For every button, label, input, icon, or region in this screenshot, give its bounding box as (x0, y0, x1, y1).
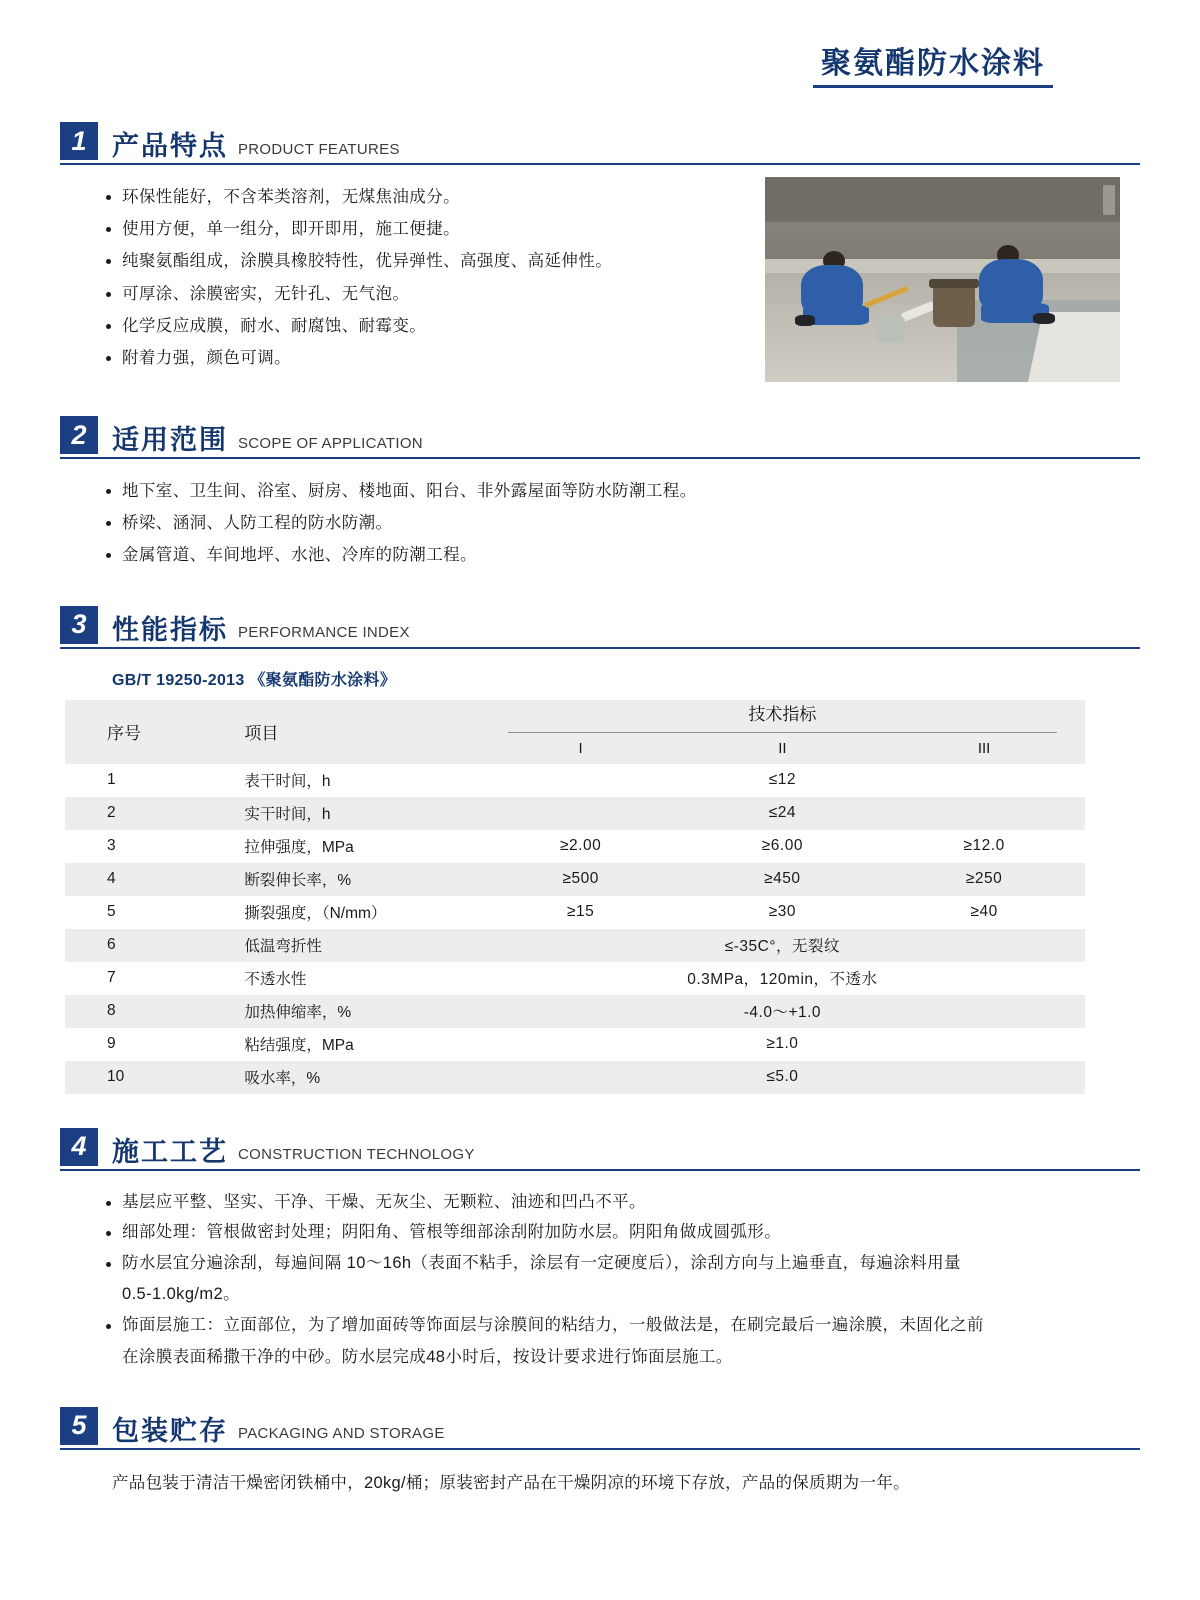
cell-item: 表干时间，h (224, 764, 479, 797)
list-item: 附着力强，颜色可调。 (106, 342, 765, 374)
table-row (65, 863, 1085, 896)
photo-upper-wall (765, 177, 1120, 222)
cell-value-grade-1: ≥2.00 (480, 830, 682, 863)
list-item-line-2: 在涂膜表面稀撒干净的中砂。防水层完成48小时后，按设计要求进行饰面层施工。 (122, 1347, 733, 1366)
water-container (877, 317, 905, 343)
cell-item: 拉伸强度，MPa (224, 830, 479, 863)
worker-shoe (795, 315, 815, 326)
list-item: 环保性能好，不含苯类溶剂，无煤焦油成分。 (106, 181, 765, 213)
col-header-item: 项目 (224, 700, 479, 764)
cell-no: 4 (65, 863, 224, 896)
col-header-no: 序号 (65, 700, 224, 764)
col-header-tech (480, 700, 1085, 734)
list-item: 地下室、卫生间、浴室、厨房、楼地面、阳台、非外露屋面等防水防潮工程。 (106, 475, 1140, 507)
cell-value-grade-3: ≥40 (883, 896, 1085, 929)
section-header-performance (60, 606, 1140, 649)
section-title-en: SCOPE OF APPLICATION (238, 434, 423, 452)
col-header-grade-3: III (883, 734, 1085, 764)
photo-pipe (1103, 185, 1115, 215)
cell-item: 不透水性 (224, 962, 479, 995)
table-row (65, 1061, 1085, 1094)
list-item-line-2: 0.5-1.0kg/m2。 (122, 1284, 241, 1303)
list-item (106, 1310, 1140, 1373)
section-header-packaging (60, 1407, 1140, 1450)
cell-no: 1 (65, 764, 224, 797)
worker-shoe (1033, 313, 1055, 324)
cell-no: 5 (65, 896, 224, 929)
title-bar (60, 0, 1140, 88)
bucket-lid (929, 279, 979, 288)
section-title-en: PERFORMANCE INDEX (238, 624, 410, 642)
cell-value-all-grades: ≤5.0 (480, 1061, 1085, 1094)
cell-value-grade-2: ≥30 (682, 896, 884, 929)
cell-no: 9 (65, 1028, 224, 1061)
paint-bucket (933, 285, 975, 327)
section-header-product-features (60, 122, 1140, 165)
section-header-scope (60, 416, 1140, 459)
col-header-grade-1: I (480, 734, 682, 764)
cell-item: 实干时间，h (224, 797, 479, 830)
cell-value-grade-2: ≥450 (682, 863, 884, 896)
product-features-list (60, 181, 765, 374)
table-row (65, 929, 1085, 962)
table-header-row (65, 700, 1085, 734)
cell-value-all-grades: ≥1.0 (480, 1028, 1085, 1061)
cell-item: 加热伸缩率，% (224, 995, 479, 1028)
cell-item: 低温弯折性 (224, 929, 479, 962)
construction-list (60, 1187, 1140, 1373)
section-title-cn: 包装贮存 (112, 1415, 228, 1446)
section-header-construction (60, 1128, 1140, 1171)
section-number: 5 (60, 1407, 98, 1445)
table-row (65, 962, 1085, 995)
section-title-cn: 性能指标 (112, 614, 228, 645)
standard-reference: GB/T 19250-2013 《聚氨酯防水涂料》 (112, 671, 397, 689)
table-row (65, 830, 1085, 863)
section-title-en: CONSTRUCTION TECHNOLOGY (238, 1146, 475, 1164)
section-number: 1 (60, 122, 98, 160)
cell-value-grade-1: ≥500 (480, 863, 682, 896)
table-row (65, 797, 1085, 830)
section-title-en: PACKAGING AND STORAGE (238, 1425, 445, 1443)
table-row (65, 995, 1085, 1028)
cell-value-grade-1: ≥15 (480, 896, 682, 929)
cell-no: 6 (65, 929, 224, 962)
list-item-line-1: 防水层宜分遍涂刮，每遍间隔 10～16h（表面不粘手，涂层有一定硬度后），涂刮方向与上遍垂直，每遍涂料用量 (122, 1253, 961, 1272)
cell-value-grade-3: ≥250 (883, 863, 1085, 896)
cell-no: 3 (65, 830, 224, 863)
cell-item: 吸水率，% (224, 1061, 479, 1094)
performance-index-table (65, 700, 1085, 1094)
list-item: 使用方便，单一组分，即开即用，施工便捷。 (106, 213, 765, 245)
section-number: 4 (60, 1128, 98, 1166)
list-item: 金属管道、车间地坪、水池、冷库的防潮工程。 (106, 539, 1140, 571)
section-title-cn: 适用范围 (112, 425, 228, 455)
table-row (65, 896, 1085, 929)
cell-value-all-grades: ≤24 (480, 797, 1085, 830)
col-header-grade-2: II (682, 734, 884, 764)
cell-no: 10 (65, 1061, 224, 1094)
cell-value-grade-3: ≥12.0 (883, 830, 1085, 863)
cell-value-all-grades: -4.0～+1.0 (480, 995, 1085, 1028)
header-divider (508, 732, 1057, 733)
table-body (65, 764, 1085, 1094)
section-title-cn: 产品特点 (112, 131, 228, 161)
section-title-en: PRODUCT FEATURES (238, 140, 400, 158)
section-title-cn: 施工工艺 (112, 1136, 228, 1167)
col-header-tech-label: 技术指标 (748, 705, 817, 725)
cell-item: 粘结强度，MPa (224, 1028, 479, 1061)
cell-value-all-grades: ≤12 (480, 764, 1085, 797)
list-item (106, 1248, 1140, 1311)
list-item: 纯聚氨酯组成，涂膜具橡胶特性，优异弹性、高强度、高延伸性。 (106, 245, 765, 277)
packaging-paragraph: 产品包装于清洁干燥密闭铁桶中，20kg/桶；原装密封产品在干燥阴凉的环境下存放，产品的保质期为一年。 (112, 1473, 910, 1492)
list-item-line-1: 饰面层施工：立面部位，为了增加面砖等饰面层与涂膜间的粘结力，一般做法是，在刷完最后一遍涂膜，未固化之前 (122, 1316, 984, 1335)
page-title: 聚氨酯防水涂料 (821, 38, 1045, 88)
scope-list (60, 475, 1140, 572)
section-body-product-features (60, 165, 1140, 382)
cell-no: 2 (65, 797, 224, 830)
section-number: 3 (60, 606, 98, 644)
cell-no: 8 (65, 995, 224, 1028)
cell-item: 撕裂强度，（N/mm） (224, 896, 479, 929)
list-item: 细部处理：管根做密封处理；阴阳角、管根等细部涂刮附加防水层。阴阳角做成圆弧形。 (106, 1217, 1140, 1248)
list-item: 桥梁、涵洞、人防工程的防水防潮。 (106, 507, 1140, 539)
table-head (65, 700, 1085, 764)
cell-value-grade-2: ≥6.00 (682, 830, 884, 863)
section-number: 2 (60, 416, 98, 454)
cell-value-all-grades: 0.3MPa，120min，不透水 (480, 962, 1085, 995)
cell-no: 7 (65, 962, 224, 995)
application-photo (765, 177, 1120, 382)
list-item: 基层应平整、坚实、干净、干燥、无灰尘、无颗粒、油迹和凹凸不平。 (106, 1187, 1140, 1218)
cell-item: 断裂伸长率，% (224, 863, 479, 896)
list-item: 化学反应成膜，耐水、耐腐蚀、耐霉变。 (106, 310, 765, 342)
table-row (65, 764, 1085, 797)
list-item: 可厚涂、涂膜密实，无针孔、无气泡。 (106, 278, 765, 310)
table-row (65, 1028, 1085, 1061)
cell-value-all-grades: ≤-35C°，无裂纹 (480, 929, 1085, 962)
